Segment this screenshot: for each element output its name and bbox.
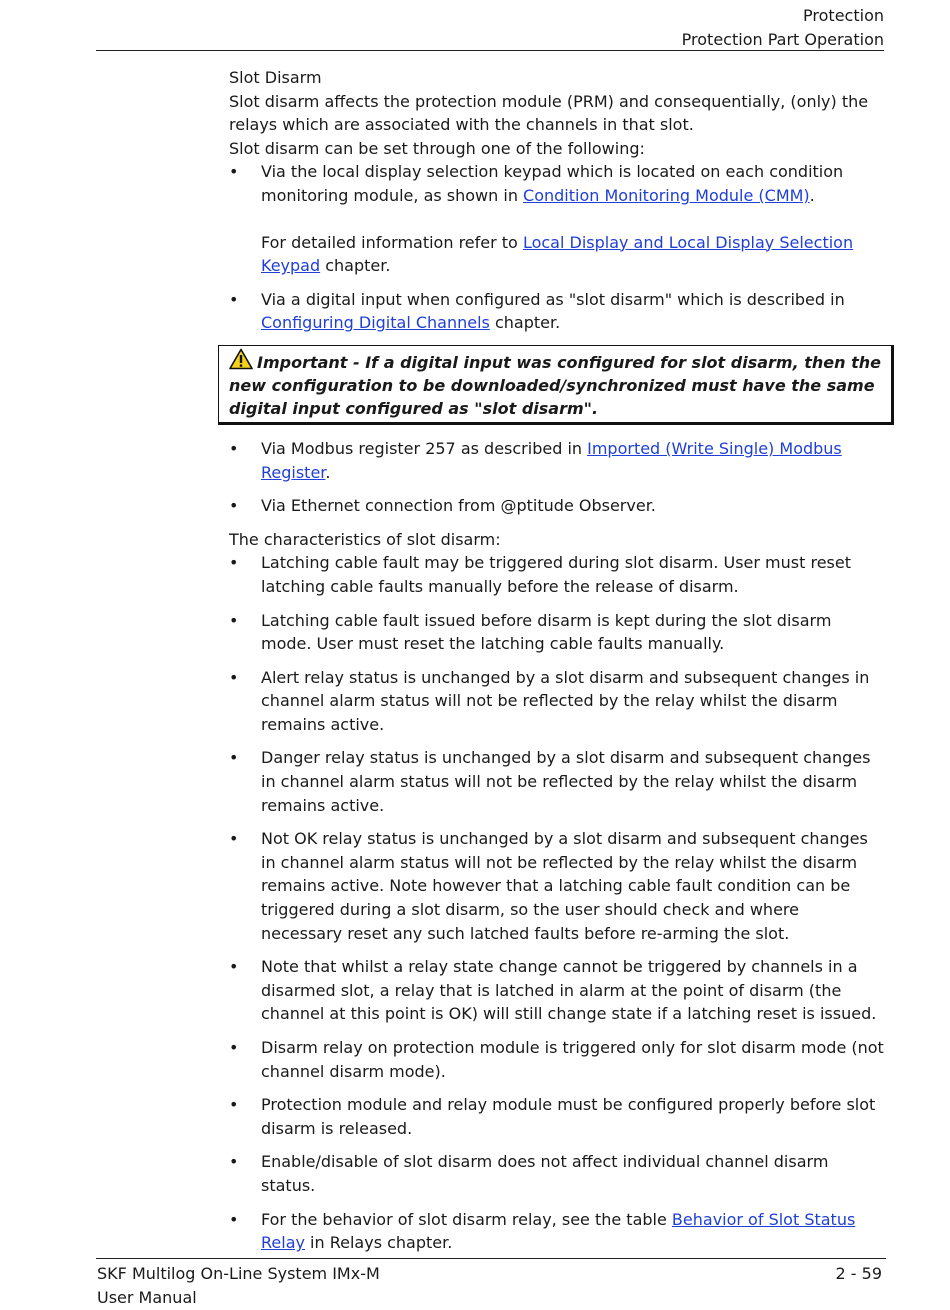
note-text: Important - If a digital input was configured for slot disarm, then the new configuration to be downloaded/synchronized must have the same digital input configured as "slot disarm".: [229, 352, 881, 418]
link-local-display[interactable]: Local Display and Local Display Selection Keypad: [261, 232, 854, 276]
link-modbus-register[interactable]: Imported (Write Single) Modbus Register: [261, 438, 842, 482]
list-item: • For the behavior of slot disarm relay, see the table Behavior of Slot Status Relay in Relays chapter.: [229, 1209, 856, 1253]
bullet-icon: •: [229, 1038, 239, 1057]
footer-doc: User Manual: [97, 1288, 197, 1307]
set-through-paragraph: Slot disarm can be set through one of the following:: [229, 138, 645, 158]
characteristics-title: The characteristics of slot disarm:: [229, 529, 501, 549]
list-item: • Via a digital input when configured as "slot disarm" which is described in Configuring Digital Channels chapter.: [229, 289, 845, 333]
list-item: • Latching cable fault may be triggered during slot disarm. User must reset latching cable faults manually before the release of disarm.: [229, 553, 851, 596]
link-cmm[interactable]: Condition Monitoring Module (CMM): [523, 185, 810, 205]
section-title: Slot Disarm: [229, 68, 322, 87]
footer-divider: [96, 1258, 886, 1259]
list-item: • Enable/disable of slot disarm does not affect individual channel disarm status.: [229, 1152, 829, 1195]
warning-icon: [229, 348, 253, 370]
bullet-icon: •: [229, 496, 239, 516]
page-header: [96, 4, 884, 52]
bullet-icon: •: [229, 829, 239, 849]
list-item: • Via Modbus register 257 as described in Imported (Write Single) Modbus Register.: [229, 438, 842, 482]
bullet-icon: •: [229, 162, 239, 182]
list-item: • Protection module and relay module must be configured properly before slot disarm is released.: [229, 1095, 876, 1138]
main-content: [229, 66, 885, 1265]
bullet-icon: •: [229, 1095, 239, 1115]
link-digital-channels[interactable]: Configuring Digital Channels: [261, 313, 490, 333]
characteristics-list: [229, 551, 885, 1254]
bullet-icon: •: [229, 1152, 239, 1172]
bullet-icon: •: [229, 289, 239, 309]
header-chapter: Protection: [803, 6, 884, 25]
footer-product: SKF Multilog On-Line System IMx-M: [97, 1264, 380, 1283]
list-item: • Danger relay status is unchanged by a slot disarm and subsequent changes in channel alarm status will not be reflected by the relay whilst the disarm remains active.: [229, 748, 871, 815]
list-item: • Note that whilst a relay state change cannot be triggered by channels in a disarmed slot, a relay that is latched in alarm at the point of disarm (the channel at this point is OK) will still change state if a latching reset is issued.: [229, 957, 877, 1024]
list-item: • Disarm relay on protection module is triggered only for slot disarm mode (not channel disarm mode).: [229, 1038, 884, 1081]
bullet-icon: •: [229, 957, 239, 977]
list-item: • Via the local display selection keypad which is located on each condition monitoring module, as shown in Condition Monitoring Module (CMM). For detailed information refer to Local Display and Local Display Selection Keypad chapter.: [229, 160, 885, 277]
page-number: 2 - 59: [835, 1264, 882, 1283]
header-divider: [96, 50, 884, 51]
list-item: • Alert relay status is unchanged by a slot disarm and subsequent changes in channel alarm status will not be reflected by the relay whilst the disarm remains active.: [229, 667, 870, 734]
list-item: • Latching cable fault issued before disarm is kept during the slot disarm mode. User must reset the latching cable faults manually.: [229, 610, 832, 654]
bullet-icon: •: [229, 1209, 239, 1229]
page-footer: [97, 1262, 380, 1310]
list-item: • Via Ethernet connection from @ptitude Observer.: [229, 494, 885, 518]
methods-list: [229, 160, 885, 335]
bullet-icon: •: [229, 748, 239, 768]
methods-list-continued: [229, 437, 885, 518]
list-item: • Not OK relay status is unchanged by a slot disarm and subsequent changes in channel alarm status will not be reflected by the relay whilst the disarm remains active. Note however that a latching cable fault condition can be triggered during a slot disarm, so the user should check and where necessary reset any such latched faults before re-arming the slot.: [229, 829, 868, 943]
bullet-icon: •: [229, 553, 239, 573]
link-slot-status-relay[interactable]: Behavior of Slot Status Relay: [261, 1209, 856, 1253]
bullet-icon: •: [229, 610, 239, 630]
sub-paragraph: For detailed information refer to Local Display and Local Display Selection Keypad chapter.: [261, 232, 854, 276]
intro-paragraph: Slot disarm affects the protection module (PRM) and consequentially, (only) the relays which are associated with the channels in that slot.: [229, 91, 869, 135]
header-section: Protection Part Operation: [681, 30, 884, 49]
bullet-icon: •: [229, 438, 239, 458]
important-note: [218, 345, 894, 425]
bullet-icon: •: [229, 667, 239, 687]
